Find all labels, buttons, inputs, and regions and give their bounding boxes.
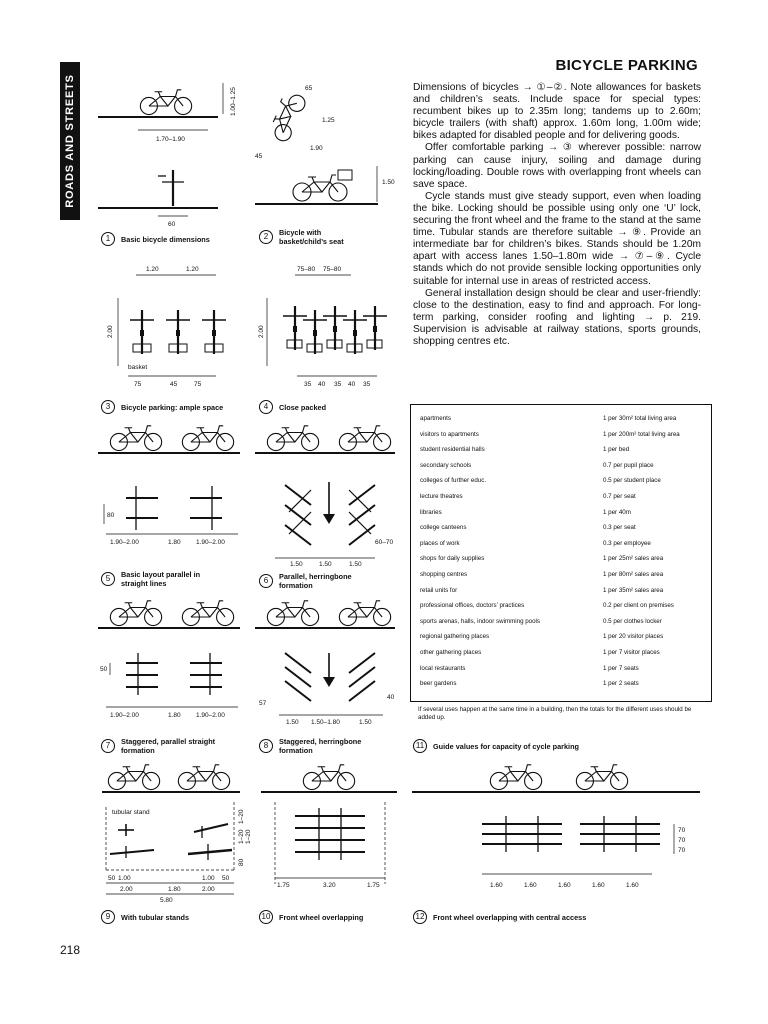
dim-label: 40 xyxy=(318,381,326,388)
table-row xyxy=(420,524,705,539)
dim-label: 1.90–2.00 xyxy=(110,539,139,546)
figure-caption: Front wheel overlapping with central access xyxy=(433,912,587,922)
figure-caption: Parallel, herringbone xyxy=(279,572,352,581)
bicycle-upright-icon xyxy=(266,90,308,144)
caption-text xyxy=(121,570,200,588)
dim-label: 1.60 xyxy=(524,882,537,889)
figure-number: 9 xyxy=(101,910,115,924)
table-cell-value: 1 per bed xyxy=(603,446,630,454)
bicycle-side-icon xyxy=(303,765,354,790)
figure-caption: Staggered, parallel straight xyxy=(121,737,216,746)
figure-number: 2 xyxy=(259,230,273,244)
tubular-stand-icon xyxy=(118,824,134,836)
table-cell-value: 1 per 25m² sales area xyxy=(603,555,664,563)
table-row xyxy=(420,431,705,446)
dim-label: 35 xyxy=(304,381,312,388)
dim-label: 1.80 xyxy=(168,886,181,893)
body-text xyxy=(413,82,701,348)
figure-caption: Front wheel overlapping xyxy=(279,912,364,922)
dim-label: 1.60 xyxy=(592,882,605,889)
overlapping-row xyxy=(295,808,365,860)
caption-text xyxy=(279,737,361,755)
dim-label: 1.20 xyxy=(146,266,159,273)
dim-label: 75–80 xyxy=(323,266,342,273)
table-cell-value: 1 per 35m² sales area xyxy=(603,586,664,594)
dim-label: 65 xyxy=(305,85,313,92)
dim-label: 50 xyxy=(100,666,108,673)
dim-label: 1.90–2.00 xyxy=(196,539,225,546)
figure-caption: straight lines xyxy=(121,579,167,588)
table-cell-value: 0.3 per seat xyxy=(603,524,636,532)
dim-label: 40 xyxy=(348,381,356,388)
figure-4-caption xyxy=(259,400,326,414)
table-cell-use: shopping centres xyxy=(420,571,468,578)
table-row xyxy=(420,415,705,430)
dim-label: 60–70 xyxy=(375,539,394,546)
caption-text xyxy=(279,572,352,590)
figure-caption: Basic bicycle dimensions xyxy=(121,234,210,244)
page-title: BICYCLE PARKING xyxy=(555,57,698,74)
central-access-row xyxy=(482,816,660,852)
figure-caption: Bicycle parking: ample space xyxy=(121,402,224,412)
dim-label: 45 xyxy=(255,153,263,160)
bicycle-side-icon xyxy=(339,426,390,451)
dim-label: 1.50 xyxy=(359,719,372,726)
page-number: 218 xyxy=(60,943,81,957)
basket-label: basket xyxy=(128,364,148,371)
table-note: If several uses happen at the same time in a building, then the totals for the different uses should be added up. xyxy=(418,706,692,721)
dim-label: 1.80 xyxy=(168,539,181,546)
bicycle-side-icon xyxy=(108,765,159,790)
capacity-table xyxy=(410,404,712,702)
figure-number: 3 xyxy=(101,400,115,414)
table-cell-value: 0.5 per clothes locker xyxy=(603,617,662,625)
dim-label: 1.00 xyxy=(202,875,215,882)
table-cell-use: lecture theatres xyxy=(420,493,463,500)
figure-5-caption xyxy=(101,570,200,588)
dim-label: 1.50 xyxy=(382,179,395,186)
table-cell-value: 1 per 7 visitor places xyxy=(603,649,660,656)
table-cell-value: 1 per 200m² total living area xyxy=(603,430,680,438)
dim-label: 1.70–1.90 xyxy=(156,136,185,143)
dim-label: 1.90–2.00 xyxy=(110,712,139,719)
direction-arrow-icon xyxy=(323,482,335,524)
dim-label: 40 xyxy=(387,694,395,701)
figure-caption: formation xyxy=(121,746,155,755)
table-row xyxy=(420,665,705,680)
caption-text xyxy=(279,228,344,246)
figure-caption: formation xyxy=(279,581,313,590)
dim-label: 1–20 xyxy=(238,829,245,844)
table-row xyxy=(420,649,705,664)
table-cell-value: 0.7 per seat xyxy=(603,493,636,500)
dim-label: 57 xyxy=(259,700,267,707)
dim-label: 1.60 xyxy=(558,882,571,889)
dim-label: 1.00 xyxy=(118,875,131,882)
table-cell-use: beer gardens xyxy=(420,680,457,688)
figure-number: 7 xyxy=(101,739,115,753)
dim-label: 35 xyxy=(363,381,371,388)
dim-label: 70 xyxy=(678,827,686,834)
table-cell-use: other gathering places xyxy=(420,649,482,656)
bicycle-top-icon xyxy=(166,310,190,354)
dim-label: 45 xyxy=(170,381,178,388)
table-row xyxy=(420,571,705,586)
table-row xyxy=(420,602,705,617)
figure-number: 11 xyxy=(413,739,427,753)
figure-8-caption xyxy=(259,737,361,755)
dim-label: 1.75 xyxy=(277,882,290,889)
body-paragraph: Dimensions of bicycles → ①–②. Note allowances for baskets and children’s seats. Include space for special types: recumbent bikes up to 2.35m long; tandems up to 2.60m; bicycle trailers (with shaft) approx. 1.60m long, 1.00m wide; bikes adapted for disabled people and for delivering goods. xyxy=(413,82,701,142)
figure-number: 5 xyxy=(101,572,115,586)
figure-10-caption xyxy=(259,910,363,924)
dim-label: 1.50 xyxy=(290,561,303,568)
table-cell-use: sports arenas, halls, indoor swimming pools xyxy=(420,617,541,625)
figure-number: 4 xyxy=(259,400,273,414)
dim-label: 1.25 xyxy=(322,117,335,124)
figure-6-drawing xyxy=(255,420,405,570)
table-cell-use: places of work xyxy=(420,539,460,547)
dim-label: 5.80 xyxy=(160,897,173,904)
figure-2-drawing xyxy=(250,78,400,218)
table-row xyxy=(420,493,705,508)
bicycle-side-icon xyxy=(490,765,541,790)
table-cell-value: 1 per 30m² total living area xyxy=(603,415,677,422)
figure-3-caption xyxy=(101,400,223,414)
dim-label: 1.50 xyxy=(349,561,362,568)
dim-label: 1–20 xyxy=(238,809,245,824)
figure-3-drawing xyxy=(98,262,248,397)
dim-label: 2.00 xyxy=(120,886,133,893)
direction-arrow-icon xyxy=(323,653,335,687)
table-cell-use: visitors to apartments xyxy=(420,430,479,438)
bicycle-side-icon xyxy=(110,426,161,451)
figure-7-drawing xyxy=(98,595,248,730)
body-paragraph: Cycle stands must give steady support, even when loading the bike. Locking should be possible using only one ‘U’ lock, securing the front wheel and the frame to the stand at the same time. Tubular stands are therefore suitable → ⑨. Provide an intermediate bar for children’s bikes. Stands should be 1.20m apart with access lanes 1.50–1.80m wide → ⑦–⑨. Cycle stands which do not provide sensible locking opportunities only suitable for internal use in areas of restricted access. xyxy=(413,190,701,287)
dim-label: 1.90 xyxy=(310,145,323,152)
table-row xyxy=(420,680,705,695)
dim-label: 1.80 xyxy=(168,712,181,719)
dim-label: 2.00 xyxy=(107,325,114,338)
figure-1-drawing xyxy=(98,78,248,258)
bicycle-side-icon xyxy=(178,765,229,790)
section-tab-label: ROADS AND STREETS xyxy=(64,74,76,208)
figure-caption: Staggered, herringbone xyxy=(279,737,362,746)
figure-caption: Close packed xyxy=(279,402,327,412)
section-tab xyxy=(60,62,80,220)
dim-label: 3.20 xyxy=(323,882,336,889)
dim-label: 35 xyxy=(334,381,342,388)
dim-label: 1.60 xyxy=(626,882,639,889)
figure-9-caption xyxy=(101,910,189,924)
figure-12-drawing xyxy=(412,762,712,897)
figure-number: 12 xyxy=(413,910,427,924)
figure-number: 10 xyxy=(259,910,273,924)
figure-9-drawing xyxy=(98,762,250,904)
bicycle-top-icon xyxy=(363,306,387,350)
table-cell-use: college canteens xyxy=(420,524,467,532)
figure-number: 8 xyxy=(259,739,273,753)
bicycle-side-icon xyxy=(267,601,318,626)
dim-label: 80 xyxy=(107,512,115,519)
body-paragraph: Offer comfortable parking → ③ wherever possible: narrow parking can cause injury, soiling and damage during locking/loading. Double rows with overlapping front wheels can save space. xyxy=(413,142,701,190)
bicycle-side-icon xyxy=(267,426,318,451)
dim-label: 75–80 xyxy=(297,266,316,273)
dim-label: 75 xyxy=(194,381,202,388)
bicycle-side-icon xyxy=(182,426,233,451)
dim-label: 1.90–2.00 xyxy=(196,712,225,719)
dim-label: 1.50–1.80 xyxy=(311,719,340,726)
figure-10-drawing xyxy=(255,762,405,897)
figure-11-caption xyxy=(413,739,579,753)
table-row xyxy=(420,446,705,461)
figure-1-caption xyxy=(101,232,210,246)
dim-label: 70 xyxy=(678,847,686,854)
caption-text xyxy=(121,737,215,755)
table-cell-value: 1 per 20 visitor places xyxy=(603,633,664,641)
table-cell-value: 0.5 per student place xyxy=(603,477,661,485)
bicycle-top-icon xyxy=(202,310,226,354)
dim-label: 1.50 xyxy=(319,561,332,568)
table-cell-use: shops for daily supplies xyxy=(420,555,485,563)
bicycle-front-icon xyxy=(158,170,184,206)
dim-label: 75 xyxy=(134,381,142,388)
figure-7-caption xyxy=(101,737,215,755)
figure-number: 6 xyxy=(259,574,273,588)
dim-label: 1–20 xyxy=(245,829,252,844)
table-row xyxy=(420,477,705,492)
table-cell-value: 1 per 80m² sales area xyxy=(603,571,664,578)
table-cell-use: retail units for xyxy=(420,586,458,594)
dim-label: 2.00 xyxy=(202,886,215,893)
figure-caption: Basic layout parallel in xyxy=(121,570,201,579)
bicycle-side-icon xyxy=(339,601,390,626)
figure-5-drawing xyxy=(98,420,248,560)
table-cell-use: libraries xyxy=(420,508,442,516)
bicycle-side-icon xyxy=(576,765,627,790)
table-cell-use: secondary schools xyxy=(420,461,472,469)
figure-caption: Guide values for capacity of cycle parking xyxy=(433,741,579,751)
bicycle-side-icon xyxy=(140,90,191,115)
figure-caption: formation xyxy=(279,746,313,755)
dim-label: 1.00–1.25 xyxy=(230,87,237,116)
staggered-row xyxy=(126,653,222,695)
table-cell-value: 1 per 7 seats xyxy=(603,664,639,672)
tubular-stand-label: tubular stand xyxy=(112,809,150,816)
dim-label: 1.50 xyxy=(286,719,299,726)
figure-4-drawing xyxy=(255,262,405,397)
dim-label: 50 xyxy=(222,875,230,882)
table-row xyxy=(420,509,705,524)
table-cell-use: apartments xyxy=(420,415,451,422)
bicycle-side-icon xyxy=(182,601,233,626)
dim-label: 70 xyxy=(678,837,686,844)
table-row xyxy=(420,540,705,555)
table-cell-use: regional gathering places xyxy=(420,633,490,641)
table-cell-value: 0.2 per client on premises xyxy=(603,602,674,610)
figure-12-caption xyxy=(413,910,586,924)
body-paragraph: General installation design should be clear and user-friendly: close to the destination, easy to find and approach. For long-term parking, consider roofing and lighting → p. 219. Supervision is advisable at railway stations, sports grounds, shopping centres etc. xyxy=(413,287,701,347)
table-cell-value: 0.7 per pupil place xyxy=(603,461,654,469)
figure-number: 1 xyxy=(101,232,115,246)
parking-row xyxy=(126,486,222,530)
bicycle-top-icon xyxy=(130,310,154,354)
table-cell-use: local restaurants xyxy=(420,664,466,672)
table-row xyxy=(420,555,705,570)
figure-2-caption xyxy=(259,228,344,246)
figure-8-drawing xyxy=(255,595,405,730)
table-row xyxy=(420,587,705,602)
table-cell-use: professional offices, doctors’ practices xyxy=(420,602,525,610)
dim-label: 1.20 xyxy=(186,266,199,273)
table-cell-use: colleges of further educ. xyxy=(420,477,487,485)
dim-label: 80 xyxy=(238,858,245,866)
table-cell-value: 0.3 per employee xyxy=(603,539,651,547)
table-cell-value: 1 per 40m xyxy=(603,508,631,516)
dim-label: 1.75 xyxy=(367,882,380,889)
figure-6-caption xyxy=(259,572,352,590)
table-cell-use: student residential halls xyxy=(420,446,485,454)
bicycle-top-icon xyxy=(283,306,307,350)
dim-label: 1.60 xyxy=(490,882,503,889)
dim-label: 60 xyxy=(168,221,176,228)
bicycle-top-icon xyxy=(323,306,347,350)
bicycle-child-seat-icon xyxy=(293,175,347,201)
table-row xyxy=(420,633,705,648)
figure-caption: Bicycle with xyxy=(279,228,322,237)
dim-label: 2.00 xyxy=(258,325,265,338)
figure-caption: basket/child’s seat xyxy=(279,237,344,246)
table-cell-value: 1 per 2 seats xyxy=(603,680,639,688)
bicycle-side-icon xyxy=(110,601,161,626)
table-row xyxy=(420,618,705,633)
dim-label: 50 xyxy=(108,875,116,882)
table-row xyxy=(420,462,705,477)
figure-caption: With tubular stands xyxy=(121,912,190,922)
